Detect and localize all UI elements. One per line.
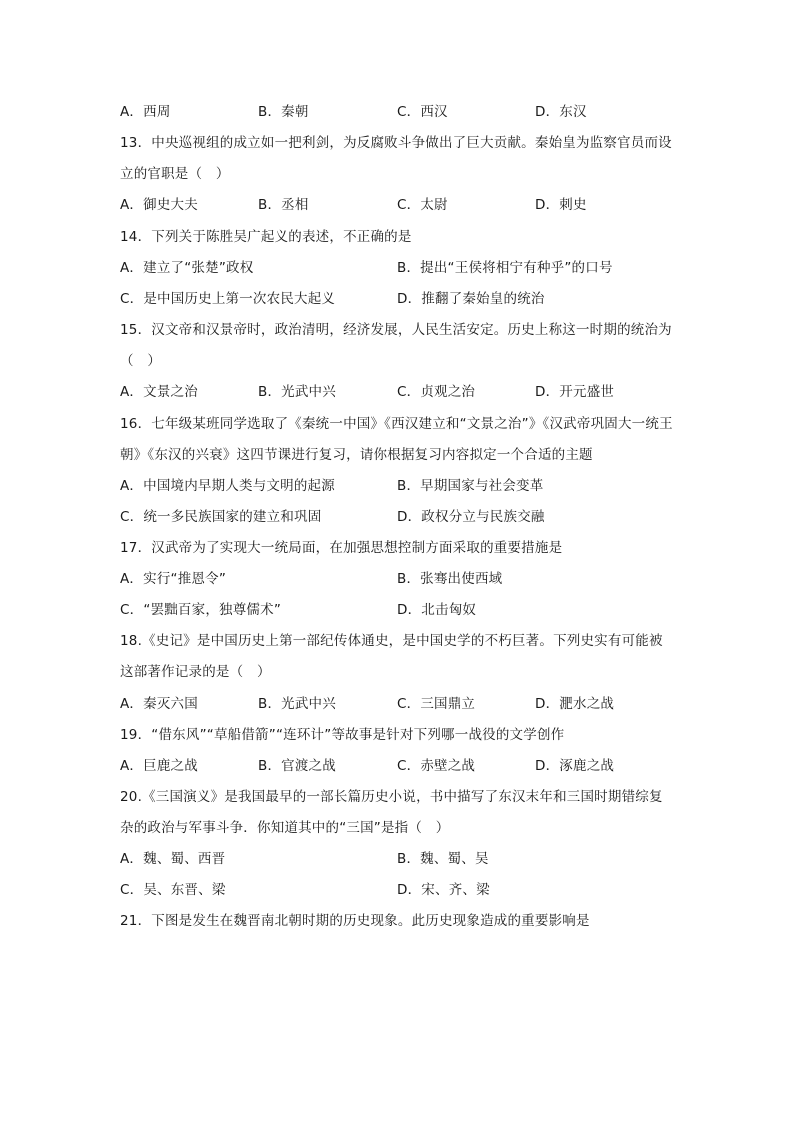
q19-options [120, 755, 680, 777]
q14-stem-line-1: 14．下列关于陈胜吴广起义的表述，不正确的是 [120, 229, 412, 245]
q17-options-row-1 [120, 568, 680, 590]
q13-option-b[interactable]: B．丞相 [258, 197, 309, 213]
q14-option-a[interactable]: A．建立了“张楚”政权 [120, 260, 254, 276]
q20-option-a[interactable]: A．魏、蜀、西晋 [120, 851, 226, 867]
q20-options-row-1 [120, 848, 680, 870]
q15-stem-line-1: 15．汉文帝和汉景帝时，政治清明，经济发展，人民生活安定。历史上称这一时期的统治为 [120, 322, 672, 338]
q13-option-d[interactable]: D．刺史 [535, 197, 587, 213]
q18-option-b[interactable]: B．光武中兴 [258, 696, 336, 712]
q15-stem-line-2: （ ） [120, 353, 162, 369]
q16-option-b[interactable]: B．早期国家与社会变革 [397, 478, 544, 494]
q17-options-row-2 [120, 599, 680, 621]
q18-stem-line-1: 18.《史记》是中国历史上第一部纪传体通史，是中国史学的不朽巨著。下列史实有可能被 [120, 633, 663, 649]
q13-option-a[interactable]: A．御史大夫 [120, 197, 198, 213]
q16-options-row-2 [120, 506, 680, 528]
q19-option-b[interactable]: B．官渡之战 [258, 758, 336, 774]
q20-stem-line-1: 20.《三国演义》是我国最早的一部长篇历史小说，书中描写了东汉末年和三国时期错综复 [120, 789, 663, 805]
q15-option-d[interactable]: D．开元盛世 [535, 384, 615, 400]
q12-option-b[interactable]: B．秦朝 [258, 104, 309, 120]
q14-option-d[interactable]: D．推翻了秦始皇的统治 [397, 291, 545, 307]
q12-option-c[interactable]: C．西汉 [397, 104, 448, 120]
q13-options [120, 194, 680, 216]
q16-stem-line-1: 16．七年级某班同学选取了《秦统一中国》《西汉建立和“文景之治”》《汉武帝巩固大一统王 [120, 416, 673, 432]
q20-options-row-2 [120, 879, 680, 901]
q12-options [120, 101, 680, 123]
q18-option-a[interactable]: A．秦灭六国 [120, 696, 198, 712]
q16-options-row-1 [120, 475, 680, 497]
q19-option-d[interactable]: D．涿鹿之战 [535, 758, 615, 774]
q20-option-d[interactable]: D．宋、齐、梁 [397, 882, 490, 898]
q15-option-b[interactable]: B．光武中兴 [258, 384, 336, 400]
q12-option-d[interactable]: D．东汉 [535, 104, 587, 120]
q17-option-b[interactable]: B．张骞出使西域 [397, 571, 503, 587]
q17-option-a[interactable]: A．实行“推恩令” [120, 571, 227, 587]
q18-option-d[interactable]: D．淝水之战 [535, 696, 615, 712]
q14-option-b[interactable]: B．提出“王侯将相宁有种乎”的口号 [397, 260, 613, 276]
q19-option-c[interactable]: C．赤壁之战 [397, 758, 476, 774]
q13-stem-line-2: 立的官职是（ ） [120, 166, 230, 182]
q17-stem-line-1: 17．汉武帝为了实现大一统局面，在加强思想控制方面采取的重要措施是 [120, 540, 563, 556]
q16-option-c[interactable]: C．统一多民族国家的建立和巩固 [120, 509, 322, 525]
q20-option-c[interactable]: C．吴、东晋、梁 [120, 882, 226, 898]
q20-stem-line-2: 杂的政治与军事斗争．你知道其中的“三国”是指（ ） [120, 820, 450, 836]
q17-option-c[interactable]: C．“罢黜百家，独尊儒术” [120, 602, 282, 618]
q16-option-a[interactable]: A．中国境内早期人类与文明的起源 [120, 478, 335, 494]
q20-option-b[interactable]: B．魏、蜀、吴 [397, 851, 489, 867]
q15-option-c[interactable]: C．贞观之治 [397, 384, 476, 400]
q14-options-row-1 [120, 257, 680, 279]
q14-option-c[interactable]: C．是中国历史上第一次农民大起义 [120, 291, 336, 307]
q18-stem-line-2: 这部著作记录的是（ ） [120, 664, 271, 680]
q19-option-a[interactable]: A．巨鹿之战 [120, 758, 198, 774]
q19-stem-line-1: 19．“借东风”“草船借箭”“连环计”等故事是针对下列哪一战役的文学创作 [120, 727, 565, 743]
q18-option-c[interactable]: C．三国鼎立 [397, 696, 476, 712]
q14-options-row-2 [120, 288, 680, 310]
q16-stem-line-2: 朝》《东汉的兴衰》这四节课进行复习，请你根据复习内容拟定一个合适的主题 [120, 447, 593, 463]
q21-stem-line-1: 21．下图是发生在魏晋南北朝时期的历史现象。此历史现象造成的重要影响是 [120, 913, 590, 929]
q17-option-d[interactable]: D．北击匈奴 [397, 602, 477, 618]
q16-option-d[interactable]: D．政权分立与民族交融 [397, 509, 545, 525]
q15-options [120, 381, 680, 403]
q15-option-a[interactable]: A．文景之治 [120, 384, 198, 400]
q13-stem-line-1: 13．中央巡视组的成立如一把利剑，为反腐败斗争做出了巨大贡献。秦始皇为监察官员而设 [120, 135, 672, 151]
q13-option-c[interactable]: C．太尉 [397, 197, 448, 213]
q12-option-a[interactable]: A．西周 [120, 104, 171, 120]
q18-options [120, 693, 680, 715]
